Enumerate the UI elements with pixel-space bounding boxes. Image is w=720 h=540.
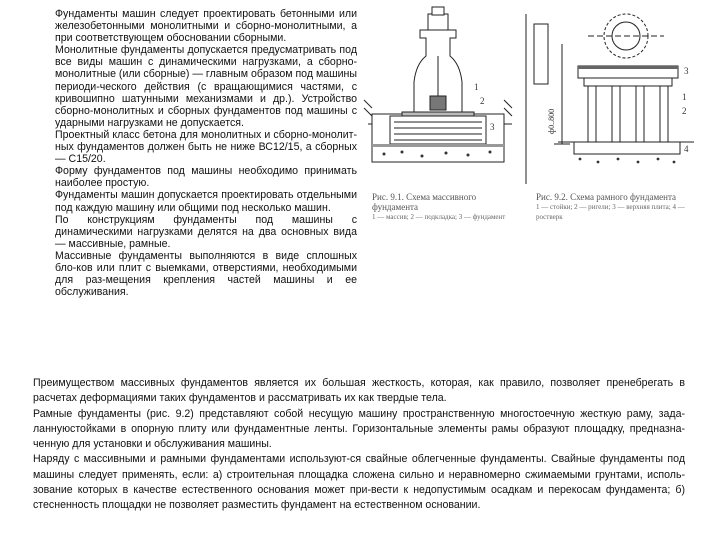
paragraph: Проектный класс бетона для монолитных и сборно-монолит-ных фундаментов должен быть не ниже ВС12/15, а сборных — С15/20. (55, 128, 357, 166)
figure2-caption (536, 192, 706, 222)
paragraph: Рамные фундаменты (рис. 9.2) представляют собой несущую машину пространственную многостоечную жесткую раму, зада-ланнуюстойками в опорную плиту или фундаментные ленты. Горизонтальные элементы рамы образуют площадку, предназна-ченную для установки и обслуживания машины. (33, 407, 685, 451)
paragraph: Форму фундаментов под машины необходимо принимать наиболее простую. (55, 165, 357, 190)
paragraph: Массивные фундаменты выполняются в виде сплошных бло-ков или плит с выемками, отверстиями, необходимыми для раз-мещения крепления частей машины и ее обслуживания. (55, 249, 357, 299)
figure1-caption-title: Рис. 9.1. Схема массивного фундамента (372, 192, 477, 212)
figure1-label-2: 2 (480, 96, 485, 106)
figure2-label-3: 3 (684, 66, 689, 76)
figure-frame-foundation (518, 4, 714, 190)
figure2-caption-title: Рис. 9.2. Схема рамного фундамента (536, 192, 676, 202)
paragraph: Преимуществом массивных фундаментов является их большая жесткость, которая, как правило, позволяет пренебрегать в расчетах деформациями таких фундаментов и рассматривать их как твердые тела. (33, 377, 685, 405)
figure2-legend: 1 — стойки; 2 — ригели; 3 — верхняя плита; 4 — ростверк (536, 203, 685, 221)
upper-text-column (25, 8, 357, 298)
figure1-caption (372, 192, 512, 222)
paragraph: Наряду с массивными и рамными фундаментами используют-ся свайные облегченные фундаменты. Свайные фундаменты под машины следует применять, если: а) строительная площадка сложена сильно и неравномерно сжимаемыми грунтами, исполь-зование которых в качестве естественного основания может при-вести к недопустимым осадкам и перекосам фундамента; б) стесненность площадки не позволяет разместить фундамент на естественном основании. (33, 453, 685, 512)
figure2-dimension: ф0..800 (547, 108, 556, 134)
paragraph: Фундаменты машин допускается проектировать отдельными под каждую машину или общими под несколько машин. (55, 189, 357, 214)
figure1-label-1: 1 (474, 82, 479, 92)
figure2-label-4: 4 (684, 144, 689, 154)
paragraph: Монолитные фундаменты допускается предусматривать под все виды машин с динамическими нагрузками, а сборно-монолитные (или сборные) — главным образом под машины периоди-ческого действия (с вращающимися частями, с кривошипно шатунными механизмами и др.). Устройство сборно-монолитных и сборных фундаментов под машины с ударными нагрузками не допускается. (55, 44, 358, 129)
figure1-label-3: 3 (490, 122, 495, 132)
paragraph: Фундаменты машин следует проектировать бетонными или железобетонными монолитными и сборно-монолитными, а при соответствующем обосновании сборными. (55, 8, 357, 45)
figure2-label-1: 1 (682, 92, 687, 102)
lower-text-block (33, 376, 685, 514)
paragraph: По конструкциям фундаменты под машины с динамическими нагрузками делятся на два основных вида — массивные, рамные. (55, 213, 357, 250)
figure-massive-foundation (362, 4, 522, 184)
figure1-legend: 1 — массив; 2 — подкладка; 3 — фундамент (372, 213, 506, 221)
figure2-label-2: 2 (682, 106, 687, 116)
